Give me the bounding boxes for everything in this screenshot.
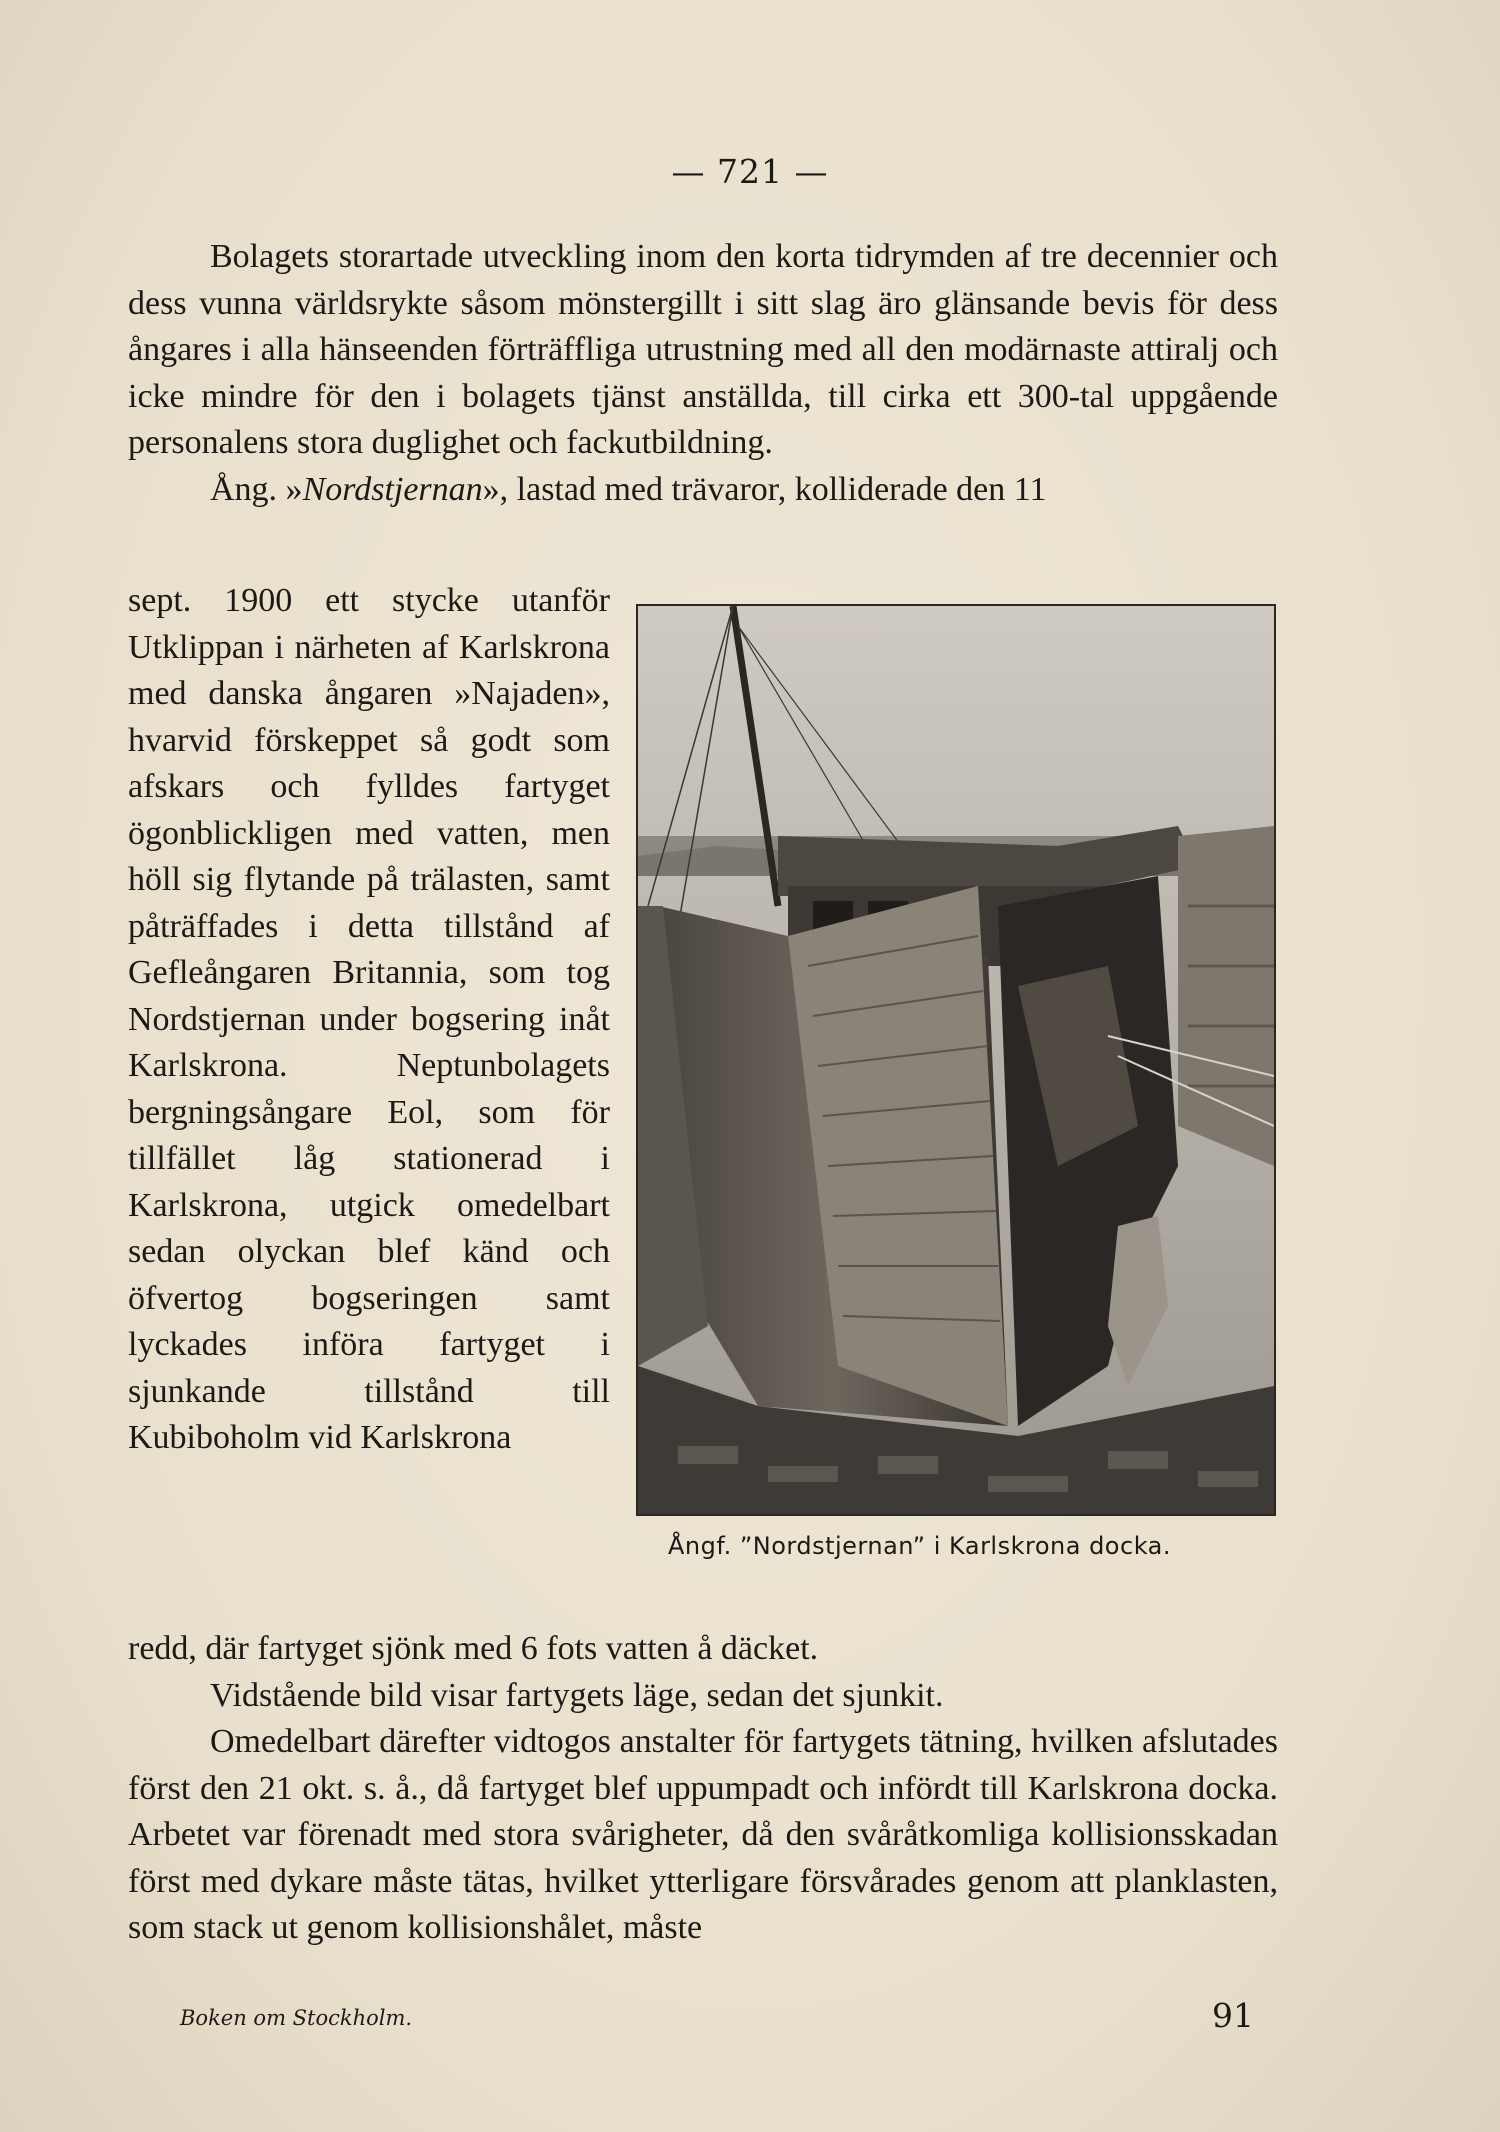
ship-name-italic: Nordstjernan [302, 470, 483, 508]
footer-book-title: Boken om Stockholm. [180, 2006, 413, 2030]
paragraph-1: Bolagets storartade utveckling inom den korta tidrymden af tre decennier och dess vunna världsrykte såsom mönstergillt i sitt slag äro glänsande bevis för dess ångares i alla hänseenden förträffliga utrustning med all den modärnaste attiralj och icke mindre för den i bolagets tjänst anställda, till cirka ett 300-tal uppgående personalens stora duglighet och fackutbildning. [128, 238, 1278, 461]
footer-signature-number: 91 [1212, 1996, 1254, 2035]
paragraph-2-end: redd, där fartyget sjönk med 6 fots vatten å däcket. [128, 1630, 819, 1667]
figure-caption: Ångf. ”Nordstjernan” i Karlskrona docka. [668, 1532, 1171, 1560]
page-number-header: — 721 — [671, 152, 829, 191]
ship-photo-illustration [638, 606, 1274, 1514]
text-beside-figure: sept. 1900 ett stycke utanför Utklippan i närheten af Karlskrona med danska ångaren »Najaden», hvarvid förskeppet så godt som afskars och fylldes fartyget ögonblickligen med vatten, men höll sig flytande på trälasten, samt påträffades i detta tillstånd af Gefleångaren Britannia, som tog Nordstjernan under bogsering inåt Karlskrona. Neptunbolagets bergningsångare Eol, som för tillfället låg stationerad i Karlskrona, utgick omedelbart sedan olyckan blef känd och öfvertog bogseringen samt lyckades införa fartyget i sjunkande tillstånd till Kubiboholm vid Karlskrona [128, 582, 610, 1456]
bottom-text-block [128, 1626, 1278, 1952]
paragraph-2-start [128, 467, 1278, 514]
paragraph-2-continuation: », lastad med trävaror, kolliderade den 11 [482, 470, 1047, 508]
paragraph-2-lead: Ång. » [210, 470, 303, 508]
ship-photograph [636, 604, 1276, 1516]
paragraph-3: Vidstående bild visar fartygets läge, sedan det sjunkit. [210, 1676, 944, 1714]
top-text-block [128, 234, 1278, 513]
paragraph-4: Omedelbart därefter vidtogos anstalter för fartygets tätning, hvilken afslutades först den 21 okt. s. å., då fartyget blef uppumpadt och infördt till Karlskrona docka. Arbetet var förenadt med stora svårigheter, då den svåråtkomliga kollisionsskadan först med dykare måste tätas, hvilket ytterligare försvårades genom att planklasten, som stack ut genom kollisionshålet, måste [128, 1723, 1278, 1946]
